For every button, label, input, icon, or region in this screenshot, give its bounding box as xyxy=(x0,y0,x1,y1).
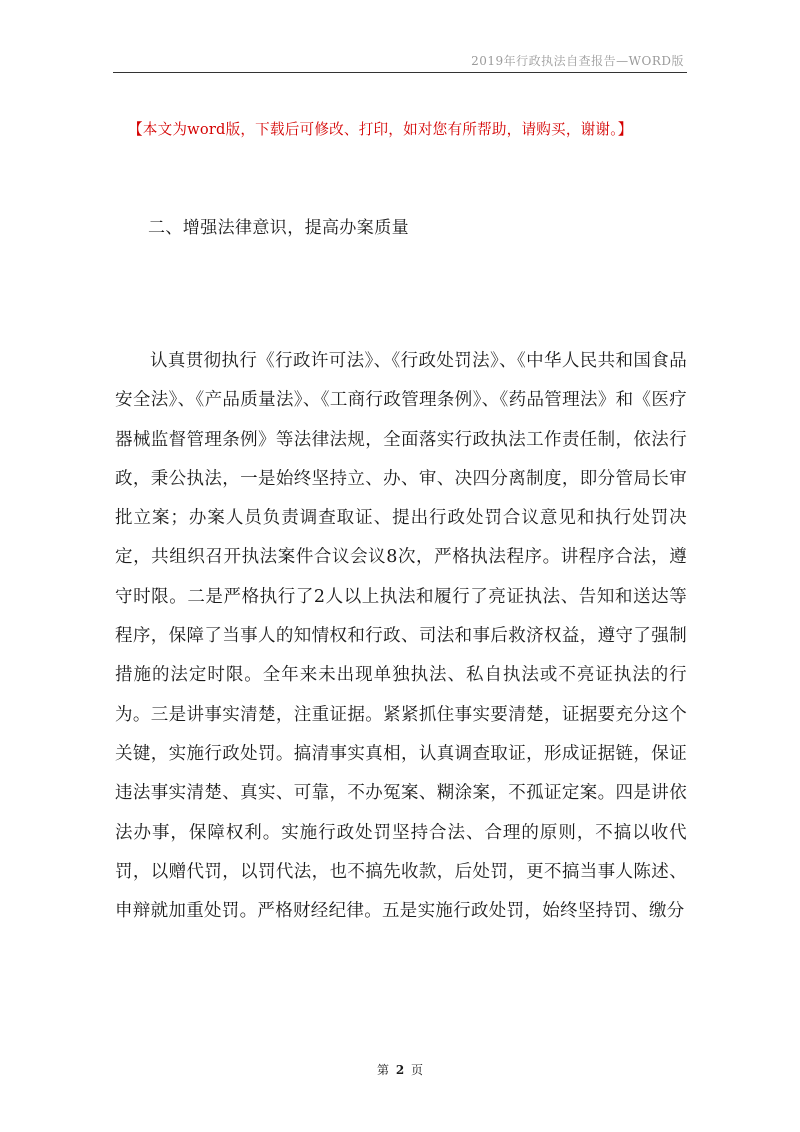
page-footer xyxy=(0,1061,800,1078)
body-paragraph: 认真贯彻执行《行政许可法》、《行政处罚法》、《中华人民共和国食品安全法》、《产品质量法》、《工商行政管理条例》、《药品管理法》和《医疗器械监督管理条例》等法律法规，全面落实行政执法工作责任制，依法行政，秉公执法，一是始终坚持立、办、审、决四分离制度，即分管局长审批立案；办案人员负责调查取证、提出行政处罚合议意见和执行处罚决定，共组织召开执法案件合议会议8次，严格执法程序。讲程序合法，遵守时限。二是严格执行了2人以上执法和履行了亮证执法、告知和送达等程序，保障了当事人的知情权和行政、司法和事后救济权益，遵守了强制措施的法定时限。全年来未出现单独执法、私自执法或不亮证执法的行为。三是讲事实清楚，注重证据。紧紧抓住事实要清楚，证据要充分这个关键，实施行政处罚。搞清事实真相，认真调查取证，形成证据链，保证违法事实清楚、真实、可靠，不办冤案、糊涂案，不孤证定案。四是讲依法办事，保障权利。实施行政处罚坚持合法、合理的原则，不搞以收代罚，以赠代罚，以罚代法，也不搞先收款，后处罚，更不搞当事人陈述、申辩就加重处罚。严格财经纪律。五是实施行政处罚，始终坚持罚、缴分 xyxy=(115,351,687,922)
purchase-notice: 【本文为word版，下载后可修改、打印，如对您有所帮助，请购买，谢谢。】 xyxy=(128,121,633,138)
page-prefix: 第 xyxy=(376,1063,389,1077)
page-number: 2 xyxy=(395,1063,405,1077)
document-header-title: 2019年行政执法自查报告—WORD版 xyxy=(471,54,684,68)
header-divider xyxy=(113,72,687,73)
section-heading: 二、增强法律意识，提高办案质量 xyxy=(148,218,409,238)
page-suffix: 页 xyxy=(411,1063,424,1077)
